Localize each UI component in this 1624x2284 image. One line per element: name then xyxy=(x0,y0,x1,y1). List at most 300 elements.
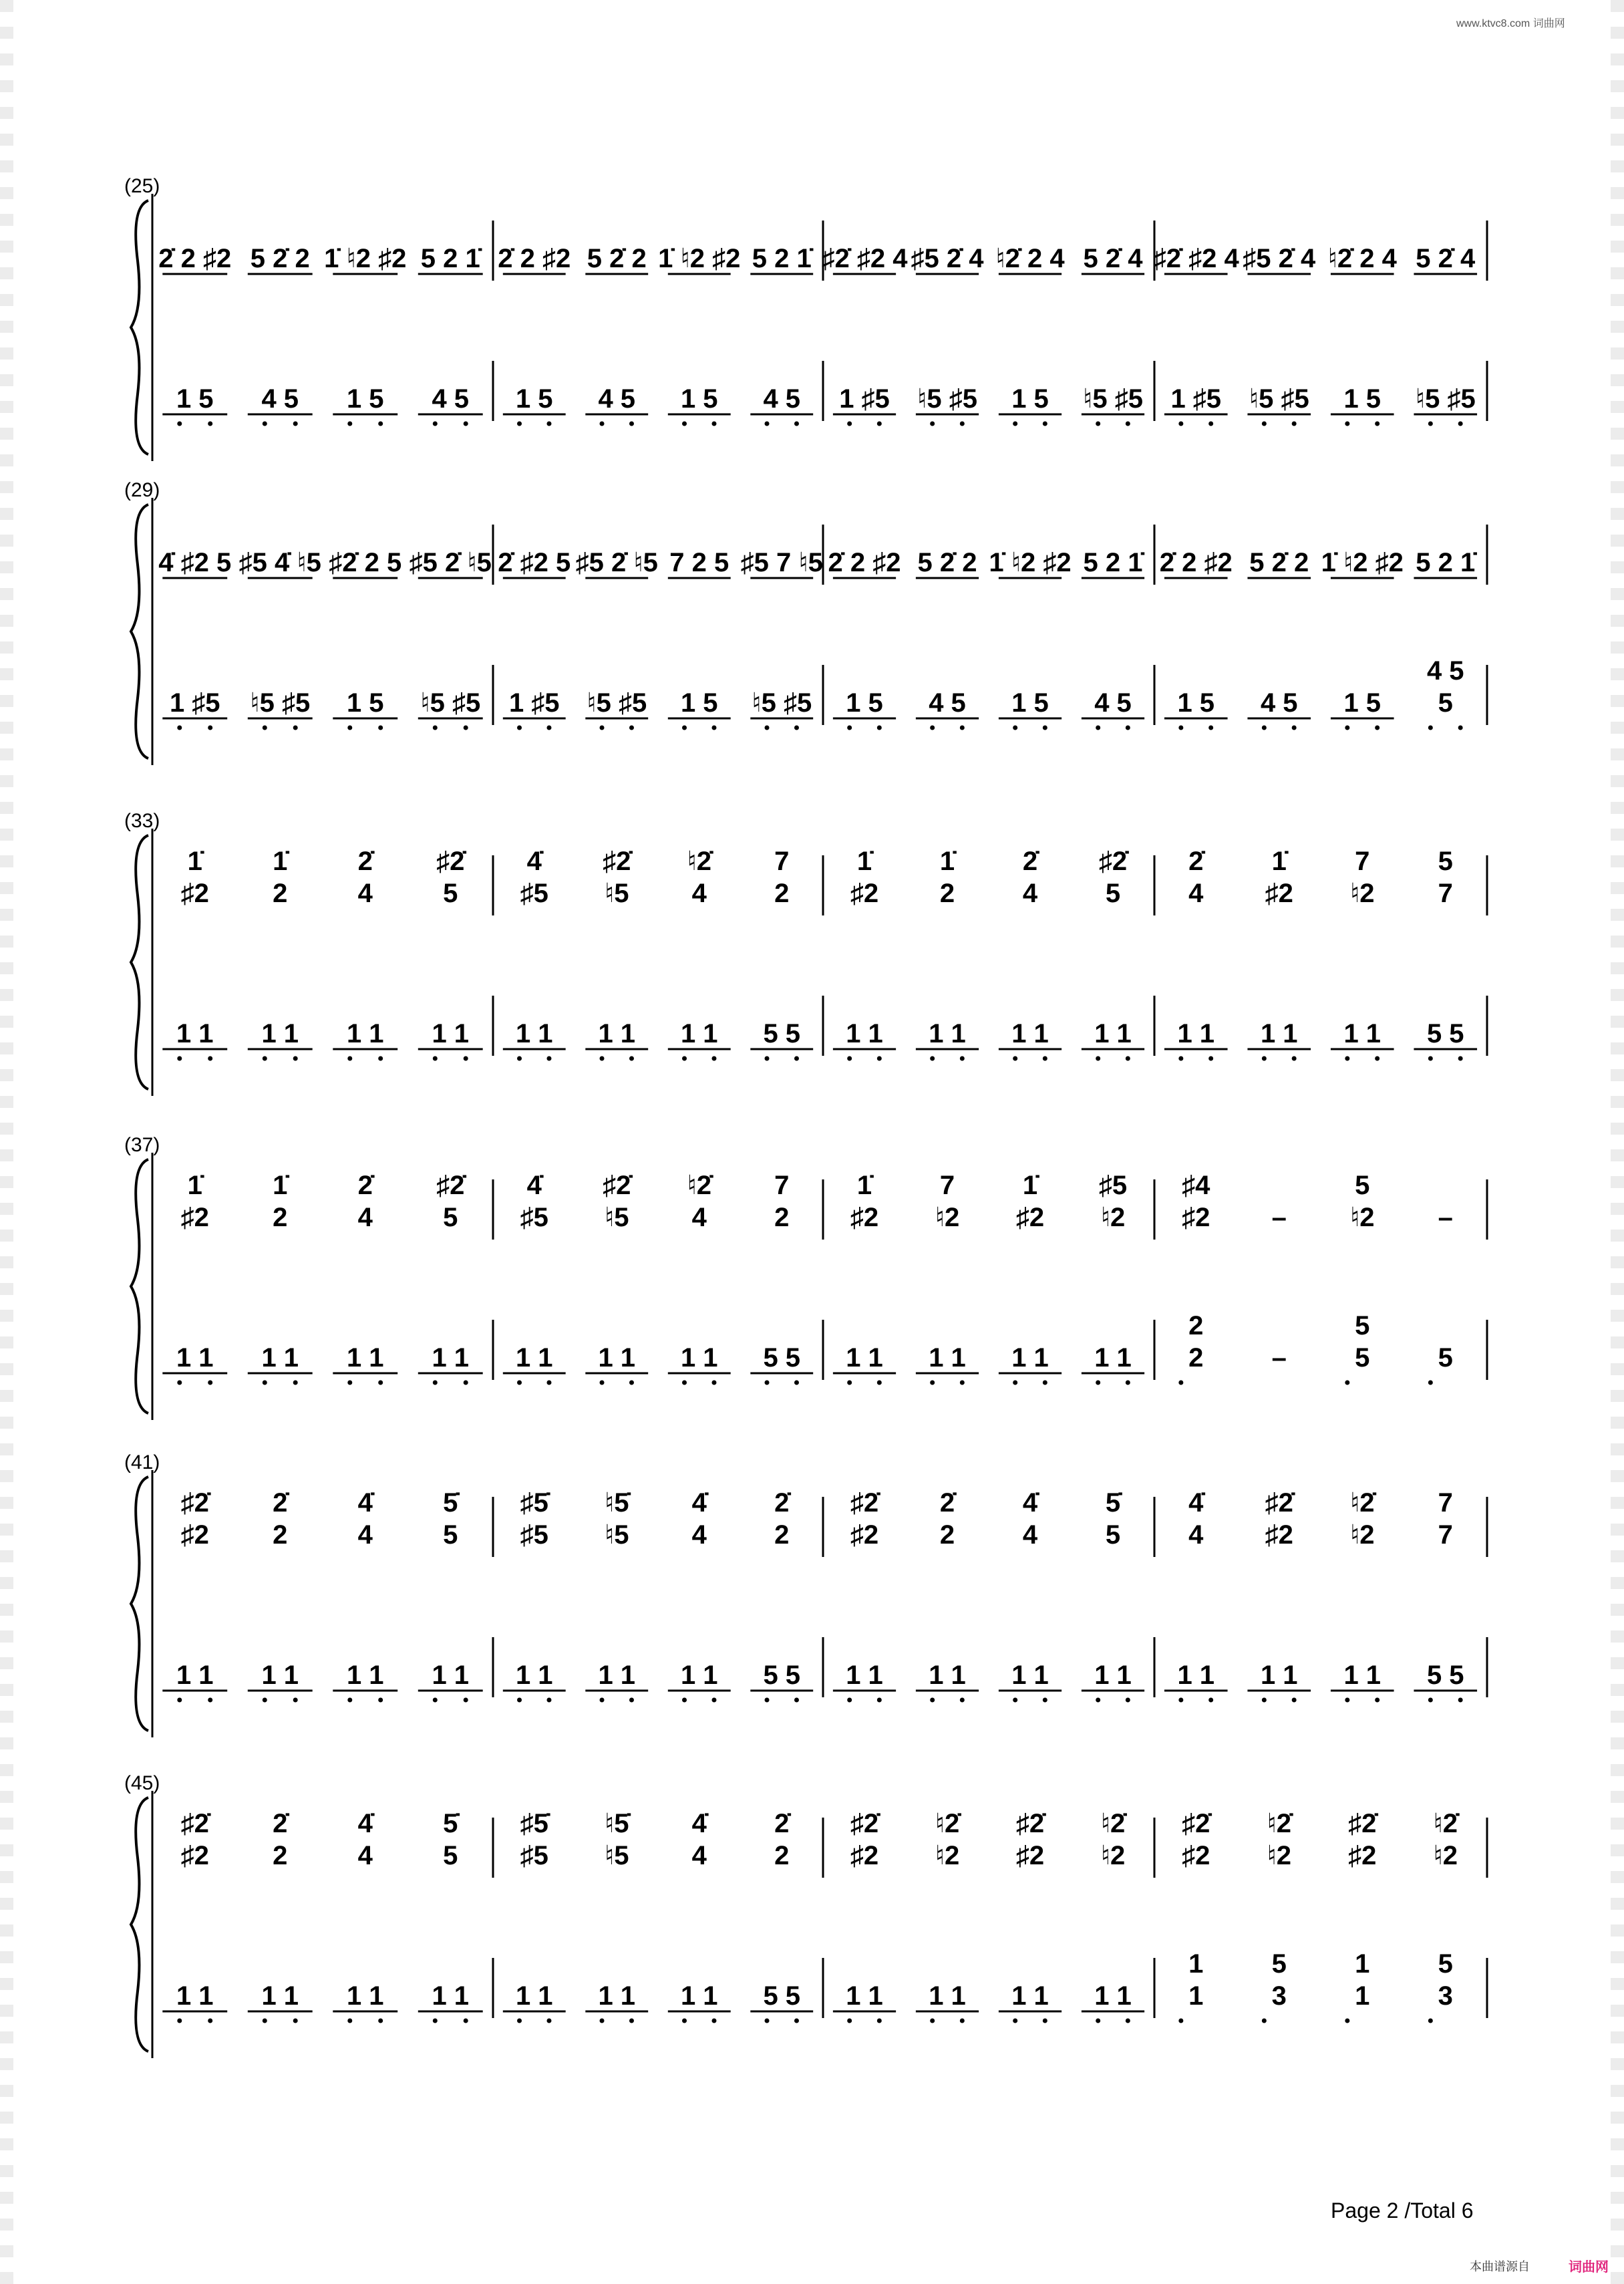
source-label: 本曲谱源自 xyxy=(1470,2260,1530,2273)
lower-note: 4 5 xyxy=(929,688,966,718)
octave-dot xyxy=(600,1056,605,1061)
octave-dot xyxy=(930,1698,935,1703)
lower-note: 1 xyxy=(1355,1949,1370,1979)
lower-note: 1 1 xyxy=(432,1981,470,2011)
measure-number: (25) xyxy=(124,175,160,197)
upper-note: 4 xyxy=(1022,879,1038,908)
octave-dot xyxy=(1345,1056,1349,1061)
lower-note: 5 xyxy=(1438,688,1453,718)
octave-dot xyxy=(1345,1698,1349,1703)
octave-dot xyxy=(1292,422,1297,426)
upper-note: ♯2̇ 2 5 xyxy=(329,548,402,577)
lower-note: 3 xyxy=(1438,1981,1453,2011)
octave-dot xyxy=(765,726,770,730)
lower-note: 1 1 xyxy=(261,1981,299,2011)
upper-note: 5 2̇ 2 xyxy=(587,244,647,273)
octave-dot xyxy=(378,726,383,730)
lower-note: – xyxy=(1271,1343,1287,1373)
octave-dot xyxy=(1208,1056,1213,1061)
octave-dot xyxy=(546,1056,551,1061)
octave-dot xyxy=(794,2019,799,2023)
upper-note: 1̇ xyxy=(273,1171,288,1200)
upper-note: 2 xyxy=(273,1203,288,1232)
octave-dot xyxy=(1292,1056,1297,1061)
octave-dot xyxy=(877,1056,882,1061)
upper-note: 1̇ ♮2 ♯2 xyxy=(658,244,741,273)
lower-note: 1 1 xyxy=(432,1661,470,1690)
staff-brace xyxy=(131,505,148,758)
octave-dot xyxy=(208,1381,212,1385)
upper-note: 4̇ xyxy=(1022,1488,1038,1518)
octave-dot xyxy=(1013,2019,1017,2023)
lower-note: 5 xyxy=(1271,1949,1287,1979)
lower-note: 4 5 xyxy=(261,384,299,414)
upper-note: ♯2 xyxy=(850,1203,879,1232)
octave-dot xyxy=(847,1056,852,1061)
octave-dot xyxy=(1428,1698,1433,1703)
lower-note: 1 1 xyxy=(346,1343,384,1373)
octave-dot xyxy=(960,1381,965,1385)
upper-note: 5 xyxy=(1438,847,1453,876)
octave-dot xyxy=(293,1381,298,1385)
upper-note: 4̇ xyxy=(526,847,542,876)
lower-note: 1 1 xyxy=(929,1019,966,1048)
octave-dot xyxy=(433,1381,438,1385)
upper-note: 7 xyxy=(1438,1520,1453,1550)
upper-note: 5 xyxy=(443,1520,458,1550)
lower-note: 1 1 xyxy=(1094,1661,1132,1690)
octave-dot xyxy=(517,1056,522,1061)
upper-note: ♯2̇ xyxy=(1098,847,1128,876)
upper-note: ♯2̇ xyxy=(1182,1809,1210,1838)
octave-dot xyxy=(629,1381,634,1385)
upper-note: 2 xyxy=(273,1520,288,1550)
staff-brace xyxy=(131,1159,148,1413)
octave-dot xyxy=(877,726,882,730)
lower-note: 4 5 xyxy=(1260,688,1298,718)
octave-dot xyxy=(960,726,965,730)
lower-note: 1 xyxy=(1188,1949,1204,1979)
octave-dot xyxy=(517,2019,522,2023)
upper-note: 1̇ xyxy=(187,847,202,876)
upper-note: 4̇ xyxy=(526,1171,542,1200)
octave-dot xyxy=(1262,726,1267,730)
octave-dot xyxy=(1043,1381,1047,1385)
octave-dot xyxy=(464,1381,468,1385)
upper-note: ♯2̇ xyxy=(1015,1809,1045,1838)
upper-note: 5 xyxy=(443,879,458,908)
upper-note: ♯2̇ xyxy=(436,847,465,876)
octave-dot xyxy=(546,726,551,730)
upper-note: ♯2 xyxy=(1182,1841,1210,1870)
lower-note: 1 1 xyxy=(1011,1019,1049,1048)
upper-note: 1̇ xyxy=(1022,1171,1038,1200)
upper-note: – xyxy=(1271,1203,1287,1232)
octave-dot xyxy=(794,1381,799,1385)
octave-dot xyxy=(208,1698,212,1703)
lower-note: 5 5 xyxy=(1426,1661,1464,1690)
upper-note: ♮5̇ xyxy=(604,1809,629,1838)
octave-dot xyxy=(765,2019,770,2023)
octave-dot xyxy=(1208,726,1213,730)
octave-dot xyxy=(263,1698,267,1703)
upper-note: 5̇ xyxy=(1105,1488,1121,1518)
octave-dot xyxy=(600,1381,605,1385)
lower-note: 5 5 xyxy=(1426,1019,1464,1048)
upper-note: 5 2 1̇ xyxy=(752,244,812,273)
lower-note: 1 1 xyxy=(176,1343,214,1373)
lower-note: 1 1 xyxy=(846,1343,883,1373)
upper-note: ♯2̇ xyxy=(436,1171,465,1200)
upper-note: ♮2̇ 2 4 xyxy=(995,244,1065,273)
upper-note: ♮2 xyxy=(1433,1841,1458,1870)
lower-note: 1 1 xyxy=(346,1981,384,2011)
upper-note: ♮2 xyxy=(935,1203,960,1232)
octave-dot xyxy=(1126,2019,1130,2023)
octave-dot xyxy=(1043,726,1047,730)
upper-note: 2̇ 2 ♯2 xyxy=(828,548,901,577)
octave-dot xyxy=(711,1056,716,1061)
upper-note: 1̇ ♮2 ♯2 xyxy=(324,244,407,273)
upper-note: ♮2 xyxy=(935,1841,960,1870)
lower-note: 1 1 xyxy=(598,1661,636,1690)
measure-number: (41) xyxy=(124,1451,160,1473)
octave-dot xyxy=(293,2019,298,2023)
octave-dot xyxy=(546,2019,551,2023)
upper-note: ♮2 xyxy=(1100,1203,1126,1232)
lower-note: 1 ♯5 xyxy=(169,688,220,718)
lower-note: 1 ♯5 xyxy=(839,384,890,414)
upper-note: ♮2 xyxy=(1100,1841,1126,1870)
upper-note: 4 xyxy=(691,1841,707,1870)
upper-note: – xyxy=(1438,1203,1453,1232)
octave-dot xyxy=(765,1698,770,1703)
lower-note: ♮5 ♯5 xyxy=(752,688,812,718)
upper-note: 1̇ ♮2 ♯2 xyxy=(989,548,1072,577)
octave-dot xyxy=(682,726,687,730)
octave-dot xyxy=(711,726,716,730)
upper-note: ♯5 7 ♮5 xyxy=(740,548,823,577)
octave-dot xyxy=(177,2019,182,2023)
octave-dot xyxy=(347,1381,352,1385)
lower-note: 1 5 xyxy=(680,688,718,718)
octave-dot xyxy=(177,422,182,426)
lower-note: 1 1 xyxy=(1260,1661,1298,1690)
upper-note: 2̇ xyxy=(273,1488,288,1518)
octave-dot xyxy=(464,422,468,426)
octave-dot xyxy=(263,726,267,730)
octave-dot xyxy=(263,1381,267,1385)
lower-note: 1 1 xyxy=(1094,1343,1132,1373)
lower-note: 1 1 xyxy=(515,1019,553,1048)
lower-note: 5 5 xyxy=(763,1981,801,2011)
upper-note: 2 xyxy=(774,1520,790,1550)
lower-note: 4 5 xyxy=(763,384,801,414)
upper-note: 2 xyxy=(273,879,288,908)
octave-dot xyxy=(930,1056,935,1061)
upper-note: ♯5 xyxy=(1098,1171,1128,1200)
octave-dot xyxy=(1178,2019,1183,2023)
lower-note: 2 xyxy=(1188,1311,1204,1340)
lower-note: 1 5 xyxy=(1343,688,1382,718)
upper-note: ♯4 xyxy=(1182,1171,1210,1200)
octave-dot xyxy=(1178,726,1183,730)
octave-dot xyxy=(433,726,438,730)
octave-dot xyxy=(1178,1056,1183,1061)
lower-note: 1 1 xyxy=(1011,1661,1049,1690)
upper-note: 5 2̇ 4 xyxy=(1083,244,1143,273)
lower-note: 5 xyxy=(1355,1311,1370,1340)
lower-note: 1 5 xyxy=(1011,384,1049,414)
upper-note: 5 2̇ 4 xyxy=(1416,244,1476,273)
lower-note: 1 xyxy=(1188,1981,1204,2011)
octave-dot xyxy=(378,422,383,426)
octave-dot xyxy=(293,726,298,730)
lower-note: 4 5 xyxy=(598,384,636,414)
upper-note: 5 xyxy=(1355,1171,1370,1200)
octave-dot xyxy=(1292,726,1297,730)
octave-dot xyxy=(177,1056,182,1061)
octave-dot xyxy=(1428,2019,1433,2023)
octave-dot xyxy=(1208,1698,1213,1703)
upper-note: 2̇ xyxy=(357,847,373,876)
upper-note: ♮2̇ xyxy=(1100,1809,1126,1838)
upper-note: 4 xyxy=(691,1203,707,1232)
lower-note: 4 5 xyxy=(432,384,470,414)
octave-dot xyxy=(600,1698,605,1703)
upper-note: 7 2 5 xyxy=(669,548,729,577)
upper-note: ♯5̇ xyxy=(520,1809,548,1838)
lower-note: 1 1 xyxy=(598,1343,636,1373)
octave-dot xyxy=(1096,1381,1100,1385)
octave-dot xyxy=(293,1698,298,1703)
upper-note: ♮2̇ xyxy=(935,1809,960,1838)
lower-note: 1 1 xyxy=(680,1343,718,1373)
lower-note: 1 1 xyxy=(176,1981,214,2011)
upper-note: 4̇ xyxy=(691,1809,707,1838)
upper-note: ♮5 xyxy=(604,1520,629,1550)
octave-dot xyxy=(1178,1381,1183,1385)
upper-note: 5̇ xyxy=(443,1809,458,1838)
upper-note: 4̇ xyxy=(1188,1488,1204,1518)
lower-note: 3 xyxy=(1271,1981,1287,2011)
upper-note: 2̇ 2 ♯2 xyxy=(158,244,232,273)
upper-note: ♮2̇ xyxy=(687,847,712,876)
header-url: www.ktvc8.com 词曲网 xyxy=(1456,18,1565,29)
upper-note: ♯5 2̇ 4 xyxy=(911,244,984,273)
octave-dot xyxy=(1428,726,1433,730)
octave-dot xyxy=(433,2019,438,2023)
upper-note: 5 2̇ 2 xyxy=(1249,548,1309,577)
lower-note: 4 5 xyxy=(1094,688,1132,718)
upper-note: 2̇ xyxy=(273,1809,288,1838)
octave-dot xyxy=(1428,422,1433,426)
upper-note: 2 xyxy=(939,1520,955,1550)
upper-note: 1̇ xyxy=(1271,847,1287,876)
upper-note: ♯5 4̇ ♮5 xyxy=(238,548,321,577)
upper-note: ♮2 xyxy=(1349,1520,1375,1550)
lower-note: ♮5 ♯5 xyxy=(587,688,647,718)
upper-note: ♯5 2̇ ♮5 xyxy=(575,548,658,577)
upper-note: 7 xyxy=(774,1171,790,1200)
lower-note: 1 1 xyxy=(432,1343,470,1373)
upper-note: ♯2 xyxy=(1015,1841,1045,1870)
octave-dot xyxy=(711,422,716,426)
upper-note: 1̇ xyxy=(856,847,872,876)
octave-dot xyxy=(1126,1698,1130,1703)
octave-dot xyxy=(930,422,935,426)
upper-note: 5 xyxy=(443,1203,458,1232)
octave-dot xyxy=(877,422,882,426)
octave-dot xyxy=(794,726,799,730)
upper-note: 5 xyxy=(443,1841,458,1870)
octave-dot xyxy=(464,726,468,730)
octave-dot xyxy=(208,2019,212,2023)
octave-dot xyxy=(517,422,522,426)
octave-dot xyxy=(1458,422,1463,426)
lower-note: ♮5 ♯5 xyxy=(1083,384,1143,414)
octave-dot xyxy=(177,1381,182,1385)
octave-dot xyxy=(378,1698,383,1703)
upper-note: ♮5 xyxy=(604,1841,629,1870)
site-logo: 词曲网 xyxy=(1569,2260,1609,2275)
upper-note: 1̇ ♮2 ♯2 xyxy=(1321,548,1404,577)
octave-dot xyxy=(1013,726,1017,730)
octave-dot xyxy=(1043,1698,1047,1703)
lower-note: 5 xyxy=(1438,1343,1453,1373)
octave-dot xyxy=(293,422,298,426)
staff-brace xyxy=(131,200,148,454)
lower-note: 1 1 xyxy=(846,1019,883,1048)
octave-dot xyxy=(517,1381,522,1385)
upper-note: 5 2 1̇ xyxy=(420,244,480,273)
octave-dot xyxy=(847,2019,852,2023)
lower-note: 1 1 xyxy=(929,1343,966,1373)
upper-note: 1̇ xyxy=(273,847,288,876)
octave-dot xyxy=(1458,1056,1463,1061)
upper-note: ♯2̇ xyxy=(603,847,631,876)
upper-note: 5 2 1̇ xyxy=(1416,548,1476,577)
upper-note: 4̇ ♯2 5 xyxy=(158,548,232,577)
octave-dot xyxy=(847,726,852,730)
staff-brace xyxy=(131,1477,148,1731)
octave-dot xyxy=(546,422,551,426)
upper-note: 4 xyxy=(357,879,373,908)
octave-dot xyxy=(464,2019,468,2023)
octave-dot xyxy=(517,1698,522,1703)
lower-note: 1 1 xyxy=(1343,1661,1382,1690)
lower-note: 1 1 xyxy=(515,1981,553,2011)
octave-dot xyxy=(378,1381,383,1385)
lower-note: 1 5 xyxy=(1011,688,1049,718)
octave-dot xyxy=(1043,1056,1047,1061)
upper-note: 2 xyxy=(273,1841,288,1870)
octave-dot xyxy=(177,1698,182,1703)
octave-dot xyxy=(765,1056,770,1061)
measure-number: (33) xyxy=(124,810,160,832)
lower-note: 1 1 xyxy=(680,1661,718,1690)
octave-dot xyxy=(1013,1381,1017,1385)
upper-note: ♮5 xyxy=(604,1203,629,1232)
lower-note: 1 1 xyxy=(846,1661,883,1690)
octave-dot xyxy=(347,2019,352,2023)
octave-dot xyxy=(1292,1698,1297,1703)
octave-dot xyxy=(1262,2019,1267,2023)
octave-dot xyxy=(794,422,799,426)
upper-note: ♯5 xyxy=(520,1520,548,1550)
lower-note: 1 1 xyxy=(680,1981,718,2011)
octave-dot xyxy=(433,1698,438,1703)
lower-note: 1 1 xyxy=(261,1019,299,1048)
upper-note: ♮2̇ xyxy=(1349,1488,1375,1518)
octave-dot xyxy=(1262,1056,1267,1061)
octave-dot xyxy=(930,2019,935,2023)
octave-dot xyxy=(464,1056,468,1061)
octave-dot xyxy=(877,1381,882,1385)
octave-dot xyxy=(794,1698,799,1703)
upper-note: ♯2 xyxy=(180,1520,209,1550)
upper-note: 4 xyxy=(357,1203,373,1232)
octave-dot xyxy=(1013,422,1017,426)
octave-dot xyxy=(765,1381,770,1385)
lower-note: 1 1 xyxy=(1011,1343,1049,1373)
upper-note: 2̇ xyxy=(774,1809,790,1838)
lower-note: 4 5 xyxy=(1426,656,1464,686)
upper-note: ♮2̇ 2 4 xyxy=(1327,244,1397,273)
octave-dot xyxy=(517,726,522,730)
octave-dot xyxy=(682,1381,687,1385)
lower-note: 1 1 xyxy=(1177,1661,1215,1690)
upper-note: 7 xyxy=(1355,847,1370,876)
octave-dot xyxy=(1345,422,1349,426)
lower-note: 1 1 xyxy=(515,1661,553,1690)
octave-dot xyxy=(177,726,182,730)
upper-note: ♯2 xyxy=(1182,1203,1210,1232)
upper-note: 2̇ xyxy=(1022,847,1038,876)
upper-note: ♯2 xyxy=(1348,1841,1377,1870)
upper-note: ♯2̇ ♯2 4 xyxy=(1152,244,1239,273)
upper-note: ♮2 xyxy=(1267,1841,1292,1870)
upper-note: 5 2̇ 2 xyxy=(917,548,977,577)
lower-note: 1 1 xyxy=(176,1661,214,1690)
measure-number: (45) xyxy=(124,1772,160,1794)
octave-dot xyxy=(1345,726,1349,730)
upper-note: 4 xyxy=(1188,1520,1204,1550)
lower-note: 1 1 xyxy=(1343,1019,1382,1048)
octave-dot xyxy=(464,1698,468,1703)
octave-dot xyxy=(960,1056,965,1061)
upper-note: 7 xyxy=(774,847,790,876)
octave-dot xyxy=(546,1381,551,1385)
octave-dot xyxy=(263,1056,267,1061)
octave-dot xyxy=(1013,1056,1017,1061)
upper-note: ♯5̇ xyxy=(520,1488,548,1518)
lower-note: 1 5 xyxy=(515,384,553,414)
octave-dot xyxy=(1375,422,1379,426)
octave-dot xyxy=(1178,1698,1183,1703)
staff-brace xyxy=(131,1798,148,2051)
octave-dot xyxy=(1096,422,1100,426)
octave-dot xyxy=(1345,2019,1349,2023)
lower-note: 1 1 xyxy=(261,1343,299,1373)
upper-note: 4 xyxy=(691,1520,707,1550)
lower-note: 1 1 xyxy=(680,1019,718,1048)
octave-dot xyxy=(378,1056,383,1061)
page-indicator: Page 2 /Total 6 xyxy=(1331,2198,1474,2223)
upper-note: ♮5̇ xyxy=(604,1488,629,1518)
octave-dot xyxy=(960,1698,965,1703)
octave-dot xyxy=(347,726,352,730)
